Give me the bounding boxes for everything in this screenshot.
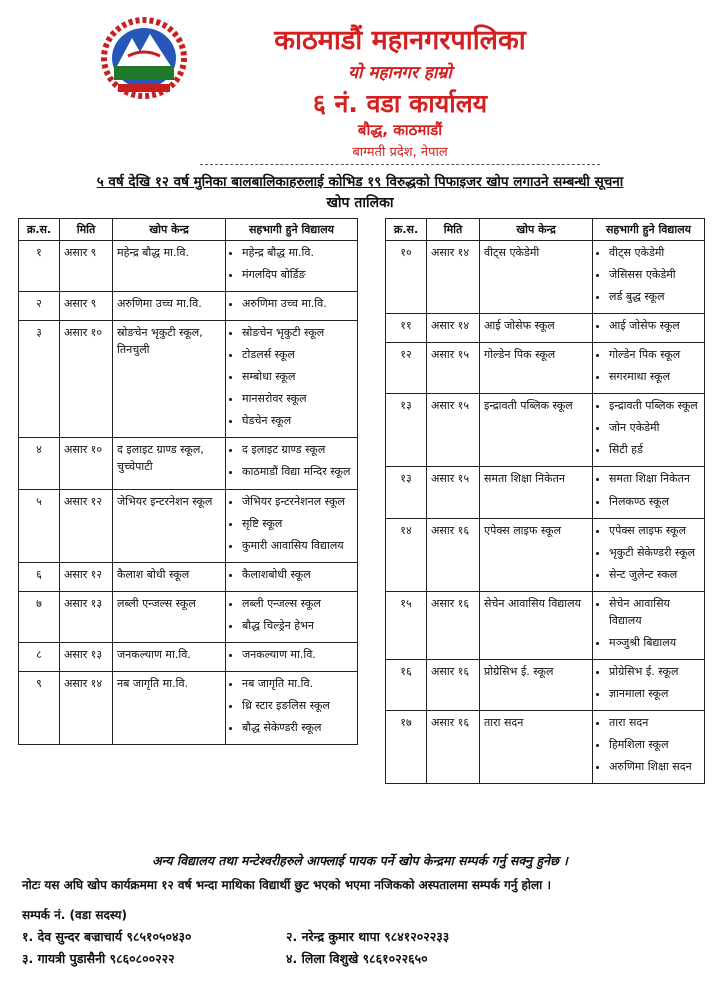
school-item: • सगरमाथा स्कूल [609,368,700,385]
cell-sn: ७ [19,591,60,642]
school-list [597,397,700,458]
table-header-row [19,219,358,241]
school-item: • मंगलदिप बोर्डिङ [242,266,353,283]
cell-schools [593,394,705,467]
school-item: • कुमारी आवासिय विद्यालय [242,537,353,554]
cell-date: असार १४ [427,314,480,343]
cell-date: असार १५ [427,343,480,394]
contact-2: २. नरेन्द्र कुमार थापा ९८४१२०२२३३ [286,929,450,944]
cell-sn: १७ [386,710,427,783]
school-list [230,295,353,312]
cell-sn: ५ [19,489,60,562]
cell-center: कैलाश बोधी स्कूल [113,562,226,591]
school-item: • गोल्डेन पिक स्कूल [609,346,700,363]
cell-schools [593,467,705,518]
school-item: • महेन्द्र बौद्ध मा.वि. [242,244,353,261]
cell-sn: १० [386,241,427,314]
cell-center: समता शिक्षा निकेतन [480,467,593,518]
school-item: • जेसिसस एकेडेमी [609,266,700,283]
school-item: • घेडचेन स्कूल [242,412,353,429]
cell-date: असार १० [60,438,113,489]
cell-sn: १५ [386,591,427,659]
school-item: • तारा सदन [609,714,700,731]
cell-sn: १२ [386,343,427,394]
table-row [386,467,705,518]
table-row [386,591,705,659]
cell-center: सेचेन आवासिय विद्यालय [480,591,593,659]
cell-sn: ९ [19,671,60,744]
school-list [230,441,353,480]
col-header-date: मिति [60,219,113,241]
cell-schools [226,671,358,744]
cell-center: स्रोङचेन भृकुटी स्कूल, तिनचुली [113,321,226,438]
school-list [597,522,700,583]
cell-date: असार १६ [427,659,480,710]
school-item: • हिमशिला स्कूल [609,736,700,753]
contact-4: ४. लिला विशुखे ९८६१०२२६५० [286,951,428,966]
contact-3: ३. गायत्री पुडासैनी ९८६०८००२२२ [22,951,175,966]
school-item: • आई जोसेफ स्कूल [609,317,700,334]
motto: यो महानगर हाम्रो [348,63,452,83]
schedule-table-left [18,218,358,745]
contact-1: १. देव सुन्दर बज्राचार्य ९८५१०५०४३० [22,929,192,944]
cell-center: जेभियर इन्टरनेशन स्कूल [113,489,226,562]
cell-center: लब्ली एन्जल्स स्कूल [113,591,226,642]
divider [200,164,600,165]
school-item: • कैलाशबोधी स्कूल [242,566,353,583]
province-text: बाग्मती प्रदेश, नेपाल [352,145,448,160]
nepal-emblem-icon [98,12,190,100]
school-item: • इन्द्रावती पब्लिक स्कूल [609,397,700,414]
cell-center: द इलाइट ग्राण्ड स्कूल, चुच्चेपाटी [113,438,226,489]
cell-sn: ११ [386,314,427,343]
cell-schools [593,591,705,659]
cell-sn: १ [19,241,60,292]
table-row [19,438,358,489]
school-item: • थ्रि स्टार इङलिस स्कूल [242,697,353,714]
cell-center: आई जोसेफ स्कूल [480,314,593,343]
school-item: • भृकुटी सेकेण्डरी स्कूल [609,544,700,561]
cell-sn: ६ [19,562,60,591]
cell-sn: १४ [386,518,427,591]
school-list [230,646,353,663]
cell-schools [226,241,358,292]
org-name: काठमाडौं महानगरपालिका [274,25,526,56]
school-item: • बौद्ध सेकेण्डरी स्कूल [242,719,353,736]
school-list [230,566,353,583]
footer-note: नोटः यस अघि खोप कार्यक्रममा १२ वर्ष भन्दा माथिका विद्यार्थी छुट भएको भएमा नजिकको अस्पतालमा सम्पर्क गर्नु होला । [22,878,552,892]
cell-schools [593,343,705,394]
office-name: ६ नं. वडा कार्यालय [312,89,488,118]
school-item: • टोडलर्स स्कूल [242,346,353,363]
cell-date: असार १२ [60,562,113,591]
table-row [19,642,358,671]
notice-subtitle: खोप तालिका [326,195,394,211]
table-row [386,659,705,710]
cell-schools [226,642,358,671]
cell-center: गोल्डेन पिक स्कूल [480,343,593,394]
cell-date: असार १३ [60,642,113,671]
school-item: • काठमाडौं विद्या मन्दिर स्कूल [242,463,353,480]
cell-date: असार १५ [427,467,480,518]
school-item: • वीट्स एकेडेमी [609,244,700,261]
table-row [386,394,705,467]
school-item: • सेचेन आवासिय विद्यालय [609,595,700,629]
cell-sn: १३ [386,394,427,467]
school-item: • नब जागृति मा.वि. [242,675,353,692]
school-list [230,244,353,283]
table-row [386,241,705,314]
table-row [19,241,358,292]
cell-sn: ४ [19,438,60,489]
cell-date: असार १४ [427,241,480,314]
footer-note-other-schools: अन्य विद्यालय तथा मन्टेश्वरीहरुले आफ्लाई पायक पर्ने खोप केन्द्रमा सम्पर्क गर्नु सक्नु हुनेछ । [152,853,568,868]
school-item: • स्रोङचेन भृकुटी स्कूल [242,324,353,341]
school-list [597,663,700,702]
cell-center: महेन्द्र बौद्ध मा.वि. [113,241,226,292]
school-item: • सिटी हर्ड [609,441,700,458]
school-list [597,317,700,334]
cell-date: असार १६ [427,710,480,783]
school-list [597,346,700,385]
school-list [597,714,700,775]
table-row [19,591,358,642]
cell-date: असार १० [60,321,113,438]
cell-date: असार १५ [427,394,480,467]
cell-date: असार ९ [60,241,113,292]
cell-date: असार १४ [60,671,113,744]
cell-center: इन्द्रावती पब्लिक स्कूल [480,394,593,467]
col-header-schools: सहभागी हुने विद्यालय [226,219,358,241]
school-item: • एपेक्स लाइफ स्कूल [609,522,700,539]
school-item: • जोन एकेडेमी [609,419,700,436]
school-item: • समता शिक्षा निकेतन [609,470,700,487]
col-header-date: मिति [427,219,480,241]
school-item: • निलकण्ठ स्कूल [609,493,700,510]
school-item: • ज्ञानमाला स्कूल [609,685,700,702]
school-item: • अरुणिमा शिक्षा सदन [609,758,700,775]
cell-schools [226,321,358,438]
table-body-right [386,241,705,784]
school-item: • द इलाइट ग्राण्ड स्कूल [242,441,353,458]
cell-center: जनकल्याण मा.वि. [113,642,226,671]
cell-schools [226,489,358,562]
cell-schools [226,591,358,642]
cell-schools [593,659,705,710]
cell-date: असार १६ [427,591,480,659]
school-item: • सृष्टि स्कूल [242,515,353,532]
cell-schools [593,314,705,343]
office-place: बौद्ध, काठमाडौं [357,121,443,139]
cell-center: नब जागृति मा.वि. [113,671,226,744]
col-header-schools: सहभागी हुने विद्यालय [593,219,705,241]
school-item: • बौद्ध चिल्ड्रेन हेभन [242,617,353,634]
cell-sn: १६ [386,659,427,710]
school-item: • सम्बोधा स्कूल [242,368,353,385]
cell-schools [226,562,358,591]
cell-date: असार ९ [60,292,113,321]
cell-sn: ८ [19,642,60,671]
col-header-sn: क्र.स. [19,219,60,241]
school-list [597,244,700,305]
col-header-center: खोप केन्द्र [480,219,593,241]
school-list [597,470,700,509]
cell-date: असार १२ [60,489,113,562]
table-body-left [19,241,358,745]
table-row [19,321,358,438]
province [200,142,600,160]
school-item: • जनकल्याण मा.वि. [242,646,353,663]
school-list [230,493,353,554]
cell-schools [226,438,358,489]
school-list [230,675,353,736]
school-item: • मानसरोवर स्कूल [242,390,353,407]
school-item: • लर्ड बुद्ध स्कूल [609,288,700,305]
cell-date: असार १६ [427,518,480,591]
notice-title-text: ५ वर्ष देखि १२ वर्ष मुनिका बालबालिकाहरुलाई कोभिड १९ विरुद्धको पिफाइजर खोप लगाउने सम्बन्धी सूचना [96,174,624,190]
cell-sn: १३ [386,467,427,518]
school-item: • जेभियर इन्टरनेशनल स्कूल [242,493,353,510]
table-row [386,518,705,591]
school-list [597,595,700,651]
table-row [19,671,358,744]
school-item: • अरुणिमा उच्च मा.वि. [242,295,353,312]
cell-center: वीट्स एकेडेमी [480,241,593,314]
table-header-row [386,219,705,241]
cell-schools [226,292,358,321]
cell-schools [593,241,705,314]
cell-center: एपेक्स लाइफ स्कूल [480,518,593,591]
school-item: • मञ्जुश्री बिद्यालय [609,634,700,651]
cell-date: असार १३ [60,591,113,642]
col-header-center: खोप केन्द्र [113,219,226,241]
table-row [386,314,705,343]
school-item: • लब्ली एन्जल्स स्कूल [242,595,353,612]
table-row [19,562,358,591]
cell-schools [593,518,705,591]
table-row [19,292,358,321]
school-item: • सेन्ट जुलेन्ट स्कल [609,566,700,583]
cell-center: तारा सदन [480,710,593,783]
table-row [19,489,358,562]
school-item: • प्रोग्रेसिभ ई. स्कूल [609,663,700,680]
cell-sn: ३ [19,321,60,438]
cell-center: अरुणिमा उच्च मा.वि. [113,292,226,321]
table-row [386,343,705,394]
notice-title [14,172,706,190]
col-header-sn: क्र.स. [386,219,427,241]
schedule-table-right [385,218,705,784]
school-list [230,324,353,429]
cell-center: प्रोग्रेसिभ ई. स्कूल [480,659,593,710]
cell-sn: २ [19,292,60,321]
contact-heading: सम्पर्क नं. (वडा सदस्य) [22,908,128,922]
cell-schools [593,710,705,783]
school-list [230,595,353,634]
table-row [386,710,705,783]
